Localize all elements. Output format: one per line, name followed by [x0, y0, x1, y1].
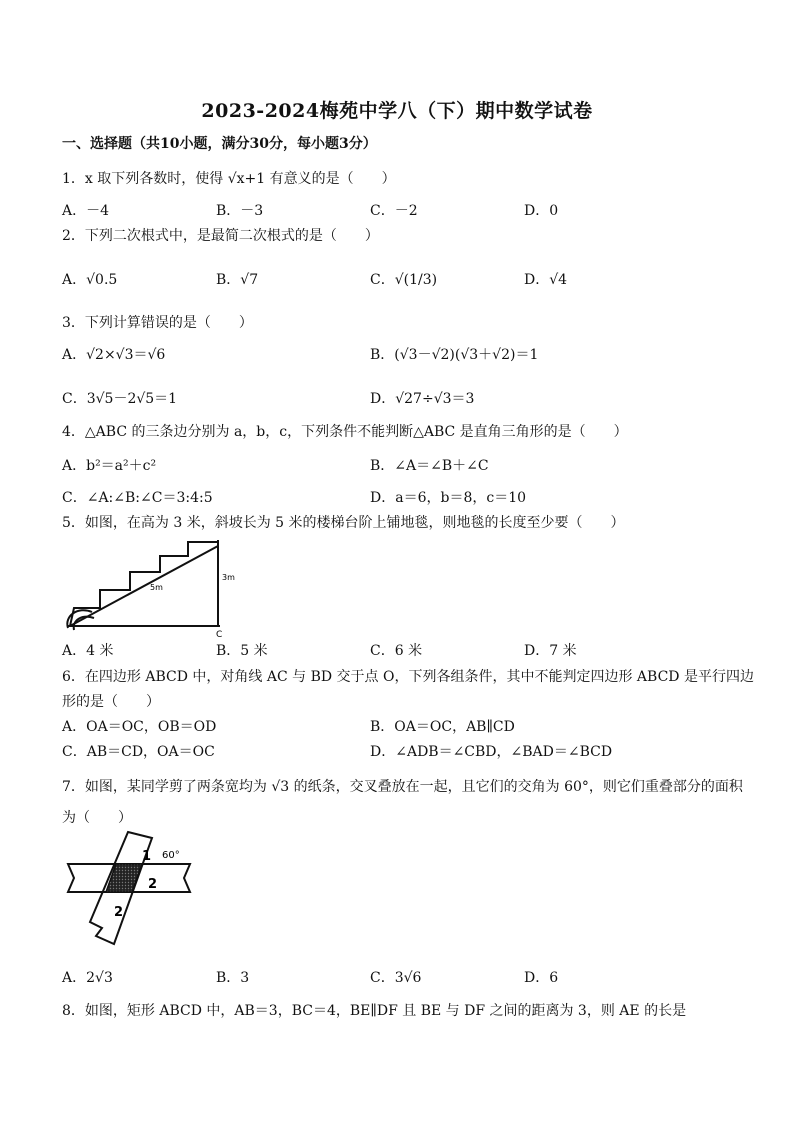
vertex-c-label: C — [216, 630, 223, 638]
question-6-line-2: 形的是（ ） — [62, 694, 160, 710]
q2-option-a: A．√0.5 — [62, 272, 118, 288]
page-title: 2023-2024梅苑中学八（下）期中数学试卷 — [201, 100, 593, 122]
label-2b: 2 — [114, 905, 124, 920]
q4-option-c: C．∠A:∠B:∠C＝3:4:5 — [62, 490, 213, 506]
q1-option-a: A．－4 — [62, 203, 110, 219]
q5-option-c: C．6 米 — [370, 643, 423, 659]
q5-option-b: B．5 米 — [216, 643, 268, 659]
question-2: 2．下列二次根式中，是最简二次根式的是（ ） — [62, 228, 379, 244]
q3-option-d: D．√27÷√3＝3 — [370, 391, 475, 407]
section-heading: 一、选择题（共10小题，满分30分，每小题3分） — [62, 136, 377, 152]
question-6-line-1: 6．在四边形 ABCD 中，对角线 AC 与 BD 交于点 O，下列各组条件，其中不能判定四边形 ABCD 是平行四边 — [62, 669, 754, 685]
label-2a: 2 — [148, 877, 158, 892]
q4-option-b: B．∠A＝∠B＋∠C — [370, 458, 489, 474]
q7-option-c: C．3√6 — [370, 970, 422, 986]
angle-label: 60° — [162, 850, 180, 861]
slope-label: 5m — [150, 583, 163, 592]
q7-option-d: D．6 — [524, 970, 559, 986]
q4-option-a: A．b²＝a²＋c² — [62, 458, 157, 474]
question-8: 8．如图，矩形 ABCD 中，AB＝3，BC＝4，BE∥DF 且 BE 与 DF 之间的距离为 3，则 AE 的长是 — [62, 1003, 687, 1019]
q6-option-b: B．OA＝OC，AB∥CD — [370, 719, 515, 735]
question-7-line-2: 为（ ） — [62, 810, 132, 826]
paper-strips-figure — [64, 830, 204, 950]
q3-option-a: A．√2×√3＝√6 — [62, 347, 166, 363]
q5-option-d: D．7 米 — [524, 643, 577, 659]
q1-option-d: D．0 — [524, 203, 559, 219]
question-7-line-1: 7．如图，某同学剪了两条宽均为 √3 的纸条，交叉叠放在一起，且它们的交角为 60°，则它们重叠部分的面积 — [62, 779, 743, 795]
q4-option-d: D．a＝6，b＝8，c＝10 — [370, 490, 527, 506]
q7-option-b: B．3 — [216, 970, 250, 986]
q6-option-c: C．AB＝CD，OA＝OC — [62, 744, 215, 760]
question-5: 5．如图，在高为 3 米，斜坡长为 5 米的楼梯台阶上铺地毯，则地毯的长度至少要（ ） — [62, 515, 625, 531]
q5-option-a: A．4 米 — [62, 643, 114, 659]
q6-option-d: D．∠ADB＝∠CBD，∠BAD＝∠BCD — [370, 744, 613, 760]
label-1: 1 — [142, 849, 152, 864]
q7-option-a: A．2√3 — [62, 970, 113, 986]
question-1: 1．x 取下列各数时，使得 √x+1 有意义的是（ ） — [62, 171, 396, 187]
q3-option-b: B．(√3－√2)(√3＋√2)＝1 — [370, 347, 539, 363]
staircase-figure — [64, 538, 244, 638]
q1-option-b: B．－3 — [216, 203, 264, 219]
q1-option-c: C．－2 — [370, 203, 418, 219]
height-label: 3m — [222, 573, 235, 582]
q6-option-a: A．OA＝OC，OB＝OD — [62, 719, 217, 735]
q2-option-c: C．√(1/3) — [370, 272, 438, 288]
q2-option-b: B．√7 — [216, 272, 259, 288]
question-4: 4．△ABC 的三条边分别为 a，b，c，下列条件不能判断△ABC 是直角三角形的是（ ） — [62, 424, 628, 440]
question-3: 3．下列计算错误的是（ ） — [62, 315, 253, 331]
q2-option-d: D．√4 — [524, 272, 568, 288]
q3-option-c: C．3√5－2√5＝1 — [62, 391, 178, 407]
